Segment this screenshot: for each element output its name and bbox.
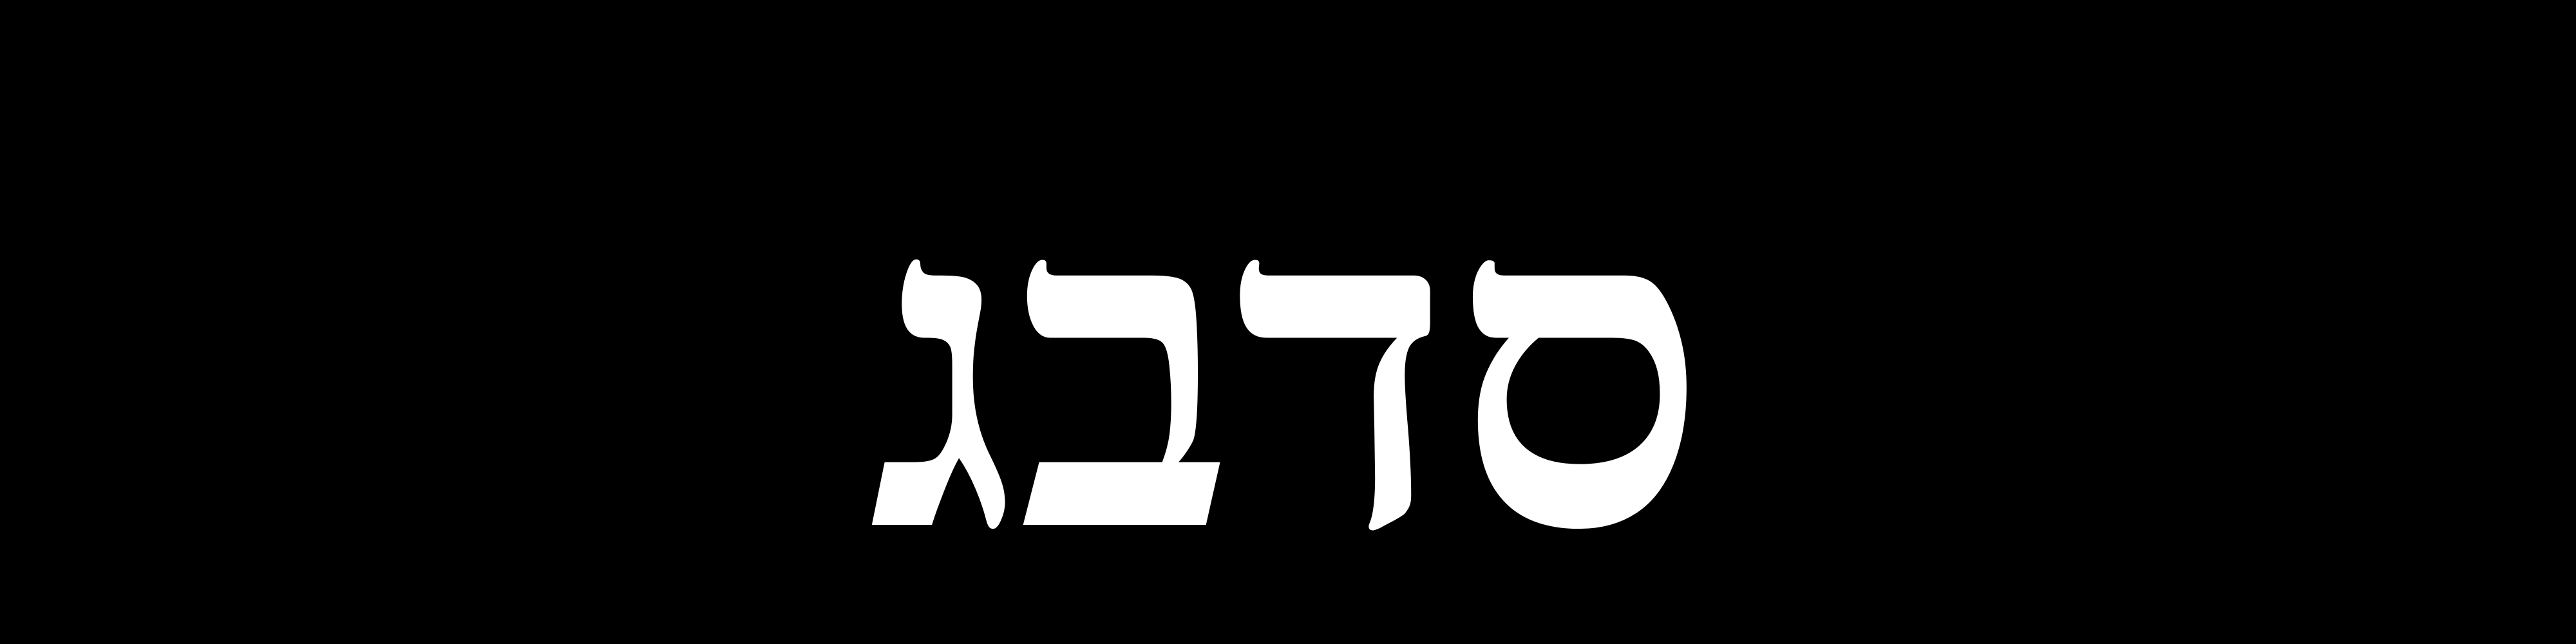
hebrew-word	[696, 52, 1880, 632]
letter-gimel: ג	[868, 102, 1018, 632]
letter-samekh: ס	[1451, 102, 1708, 632]
letter-bet: ב	[1017, 102, 1235, 632]
letter-dalet: ד	[1234, 102, 1452, 632]
